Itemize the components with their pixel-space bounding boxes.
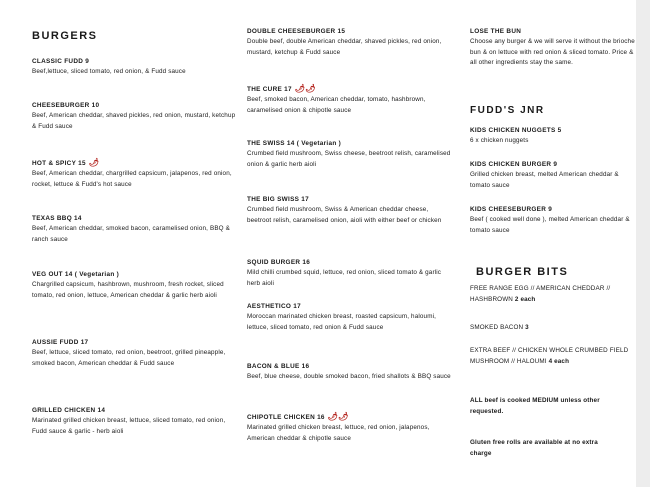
item-desc: Double beef, double American cheddar, shaved pickles, red onion, mustard, ketchup & Fudd sauce xyxy=(247,38,442,56)
menu-item xyxy=(32,339,237,369)
item-desc: Beef, American cheddar, shaved pickles, red onion, mustard, ketchup & Fudd sauce xyxy=(32,112,236,130)
item-desc: Choose any burger & we will serve it without the brioche bun & on lettuce with red onion & sliced tomato. Price & all other ingredients stay the same. xyxy=(470,38,635,67)
menu-item xyxy=(32,58,237,78)
item-name: CHEESEBURGER 10 xyxy=(32,102,100,109)
page-edge-shadow xyxy=(636,0,650,487)
menu-item xyxy=(247,363,452,383)
item-name: CLASSIC FUDD 9 xyxy=(32,58,90,65)
item-name: CHIPOTLE CHICKEN 16 xyxy=(247,414,325,421)
item-name: VEG OUT 14 ( Vegetarian ) xyxy=(32,271,120,278)
chili-icon: 🌶🌶 xyxy=(294,84,316,93)
item-desc: Beef ( cooked well done ), melted American cheddar & tomato sauce xyxy=(470,216,630,234)
item-desc: Moroccan marinated chicken breast, roasted capsicum, haloumi, lettuce, sliced tomato, red onion & Fudd sauce xyxy=(247,313,437,331)
item-name: AESTHETICO 17 xyxy=(247,303,301,310)
item-name: GRILLED CHICKEN 14 xyxy=(32,407,106,414)
menu-item xyxy=(247,303,452,333)
item-desc: Chargrilled capsicum, hashbrown, mushroom, fresh rocket, sliced tomato, red onion, lettuce, American cheddar & garlic herb aioli xyxy=(32,281,224,299)
item-desc: Crumbed field mushroom, Swiss & American cheddar cheese, beetroot relish, caramelised onion, aioli with either beef or chicken xyxy=(247,206,442,224)
item-name: KIDS CHICKEN NUGGETS 5 xyxy=(470,127,562,134)
item-desc: Grilled chicken breast, melted American cheddar & tomato sauce xyxy=(470,171,619,189)
item-desc: Beef, American cheddar, smoked bacon, caramelised onion, BBQ & ranch sauce xyxy=(32,225,230,243)
item-name: KIDS CHICKEN BURGER 9 xyxy=(470,161,558,168)
menu-item xyxy=(32,102,237,132)
bits-line xyxy=(470,323,640,334)
bits-text: EXTRA BEEF // CHICKEN WHOLE CRUMBED FIELD MUSHROOM // HALOUMI xyxy=(470,347,629,365)
bits-text: SMOKED BACON xyxy=(470,324,524,331)
item-desc: Beef, blue cheese, double smoked bacon, fried shallots & BBQ sauce xyxy=(247,373,451,380)
gluten-note: Gluten free rolls are available at no extra charge xyxy=(470,439,598,457)
menu-item xyxy=(32,158,237,190)
bits-line xyxy=(470,284,640,305)
chili-icon: 🌶 xyxy=(88,158,100,167)
menu-item xyxy=(247,84,452,116)
item-desc: Beef, smoked bacon, American cheddar, tomato, hashbrown, caramelised onion & chipotle sauce xyxy=(247,96,426,114)
menu-item xyxy=(32,271,237,301)
item-desc: Beef, lettuce, sliced tomato, red onion, beetroot, grilled pineapple, smoked bacon, American cheddar & Fudd sauce xyxy=(32,349,226,367)
item-desc: Marinated grilled chicken breast, lettuce, sliced tomato, red onion, Fudd sauce & garlic - herb aioli xyxy=(32,417,226,435)
menu-item xyxy=(247,140,452,170)
item-name: LOSE THE BUN xyxy=(470,28,522,35)
item-name: KIDS CHEESEBURGER 9 xyxy=(470,206,553,213)
lose-the-bun xyxy=(470,28,640,69)
item-desc: Marinated grilled chicken breast, lettuce, red onion, jalapenos, American cheddar & chipotle sauce xyxy=(247,424,430,442)
bits-price: 4 each xyxy=(548,357,570,365)
item-name: BACON & BLUE 16 xyxy=(247,363,310,370)
item-name: HOT & SPICY 15 xyxy=(32,160,86,167)
item-desc: Crumbed field mushroom, Swiss cheese, beetroot relish, caramelised onion & garlic herb aioli xyxy=(247,150,451,168)
item-desc: Mild chilli crumbed squid, lettuce, red onion, sliced tomato & garlic herb aioli xyxy=(247,269,442,287)
item-desc: Beef,lettuce, sliced tomato, red onion, & Fudd sauce xyxy=(32,68,186,75)
item-name: TEXAS BBQ 14 xyxy=(32,215,82,222)
item-name: AUSSIE FUDD 17 xyxy=(32,339,89,346)
menu-item xyxy=(247,28,452,58)
item-name: THE CURE 17 xyxy=(247,86,292,93)
item-name: DOUBLE CHEESEBURGER 15 xyxy=(247,28,346,35)
item-name: SQUID BURGER 16 xyxy=(247,259,311,266)
menu-item xyxy=(470,161,640,191)
burger-bits-title: BURGER BITS xyxy=(476,266,569,278)
chili-icon: 🌶🌶 xyxy=(327,412,349,421)
menu-item xyxy=(32,215,237,245)
item-desc: 6 x chicken nuggets xyxy=(470,137,529,144)
item-desc: Beef, American cheddar, chargrilled capsicum, jalapenos, red onion, rocket, lettuce & Fudd's hot sauce xyxy=(32,170,232,188)
bits-price: 2 each xyxy=(514,295,536,303)
menu-item xyxy=(470,127,640,147)
beef-note: ALL beef is cooked MEDIUM unless other requested. xyxy=(470,397,600,415)
bits-price: 3 xyxy=(525,324,529,331)
burgers-title: BURGERS xyxy=(32,30,98,42)
menu-item xyxy=(247,259,452,289)
jnr-title: FUDD'S JNR xyxy=(470,105,545,116)
bits-line xyxy=(470,346,630,367)
menu-item xyxy=(247,412,452,444)
item-name: THE BIG SWISS 17 xyxy=(247,196,309,203)
menu-item xyxy=(247,196,452,226)
menu-item xyxy=(32,407,237,437)
bits-text: FREE RANGE EGG // AMERICAN CHEDDAR // HASHBROWN xyxy=(470,285,611,303)
item-name: THE SWISS 14 ( Vegetarian ) xyxy=(247,140,342,147)
menu-item xyxy=(470,206,640,236)
